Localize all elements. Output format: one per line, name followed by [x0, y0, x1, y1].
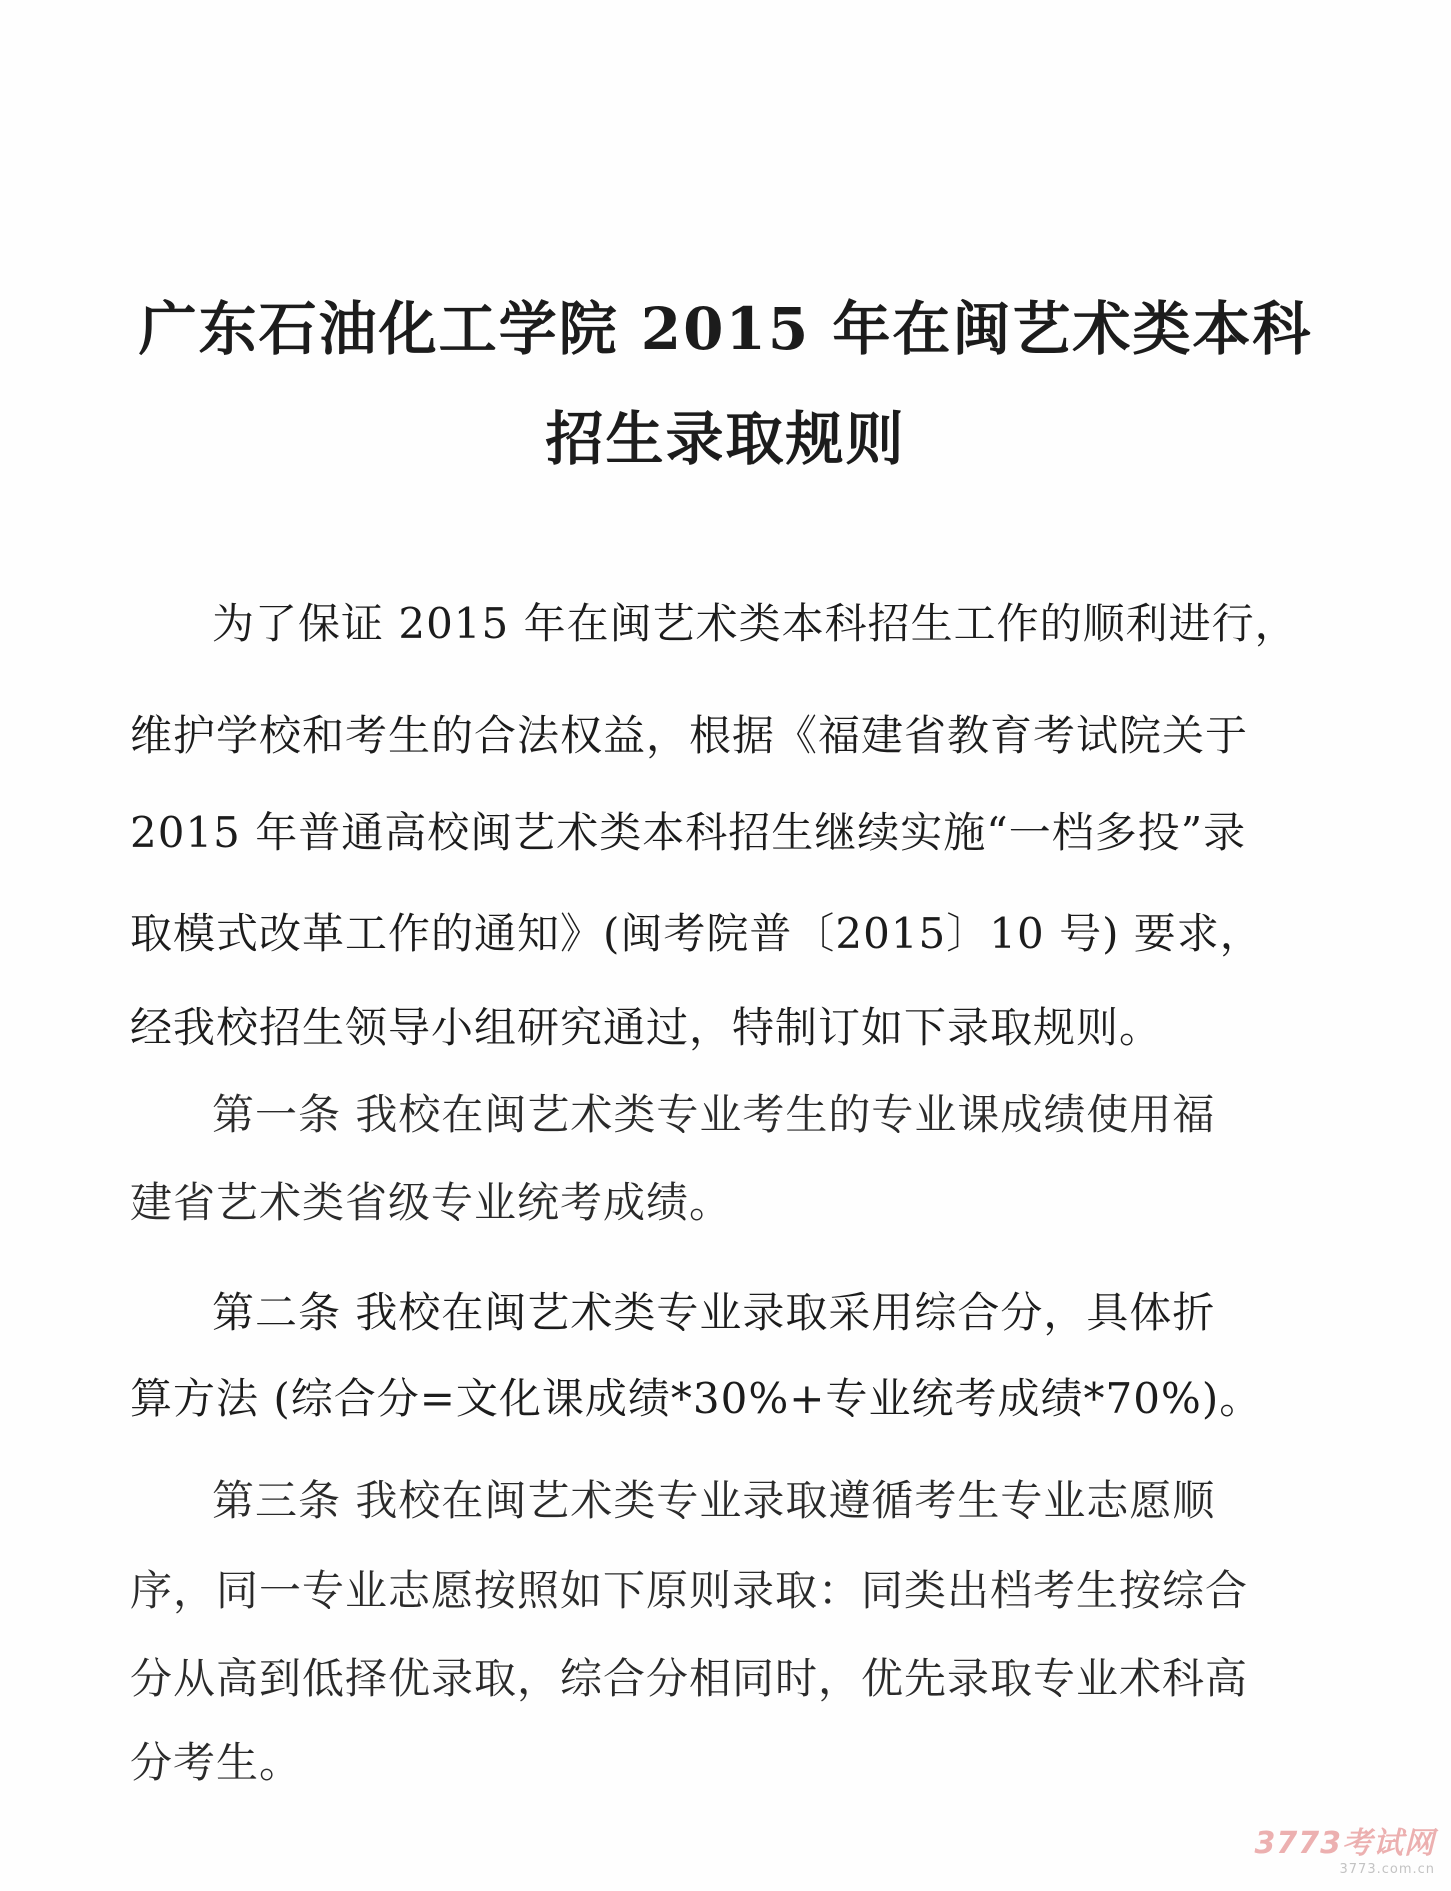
article-2-line-2: 算方法 (综合分=文化课成绩*30%+专业统考成绩*70%)。: [130, 1374, 1263, 1423]
article-3-line-3: 分从高到低择优录取，综合分相同时，优先录取专业术科高: [130, 1654, 1249, 1703]
intro-line-1: 为了保证 2015 年在闽艺术类本科招生工作的顺利进行，: [212, 599, 1298, 648]
watermark-logo-text: 3773考试网: [1254, 1826, 1435, 1861]
article-1-line-1: 第一条 我校在闽艺术类专业考生的专业课成绩使用福: [212, 1090, 1216, 1139]
article-3-line-1: 第三条 我校在闽艺术类专业录取遵循考生专业志愿顺: [212, 1476, 1216, 1525]
document-title-line-2: 招生录取规则: [545, 405, 906, 473]
article-3-line-2: 序，同一专业志愿按照如下原则录取：同类出档考生按综合: [130, 1566, 1249, 1615]
article-2-line-1: 第二条 我校在闽艺术类专业录取采用综合分，具体折: [212, 1288, 1216, 1337]
article-1-line-2: 建省艺术类省级专业统考成绩。: [130, 1178, 733, 1227]
watermark-url: 3773.com.cn: [1339, 1862, 1435, 1877]
intro-line-3: 2015 年普通高校闽艺术类本科招生继续实施“一档多投”录: [130, 808, 1247, 857]
intro-line-4: 取模式改革工作的通知》(闽考院普〔2015〕10 号) 要求，: [130, 909, 1263, 958]
site-watermark: [1255, 1818, 1436, 1877]
article-3-line-4: 分考生。: [130, 1738, 303, 1787]
intro-line-5: 经我校招生领导小组研究通过，特制订如下录取规则。: [130, 1003, 1163, 1052]
intro-line-2: 维护学校和考生的合法权益，根据《福建省教育考试院关于: [130, 711, 1249, 760]
document-title-line-1: 广东石油化工学院 2015 年在闽艺术类本科: [138, 295, 1313, 363]
